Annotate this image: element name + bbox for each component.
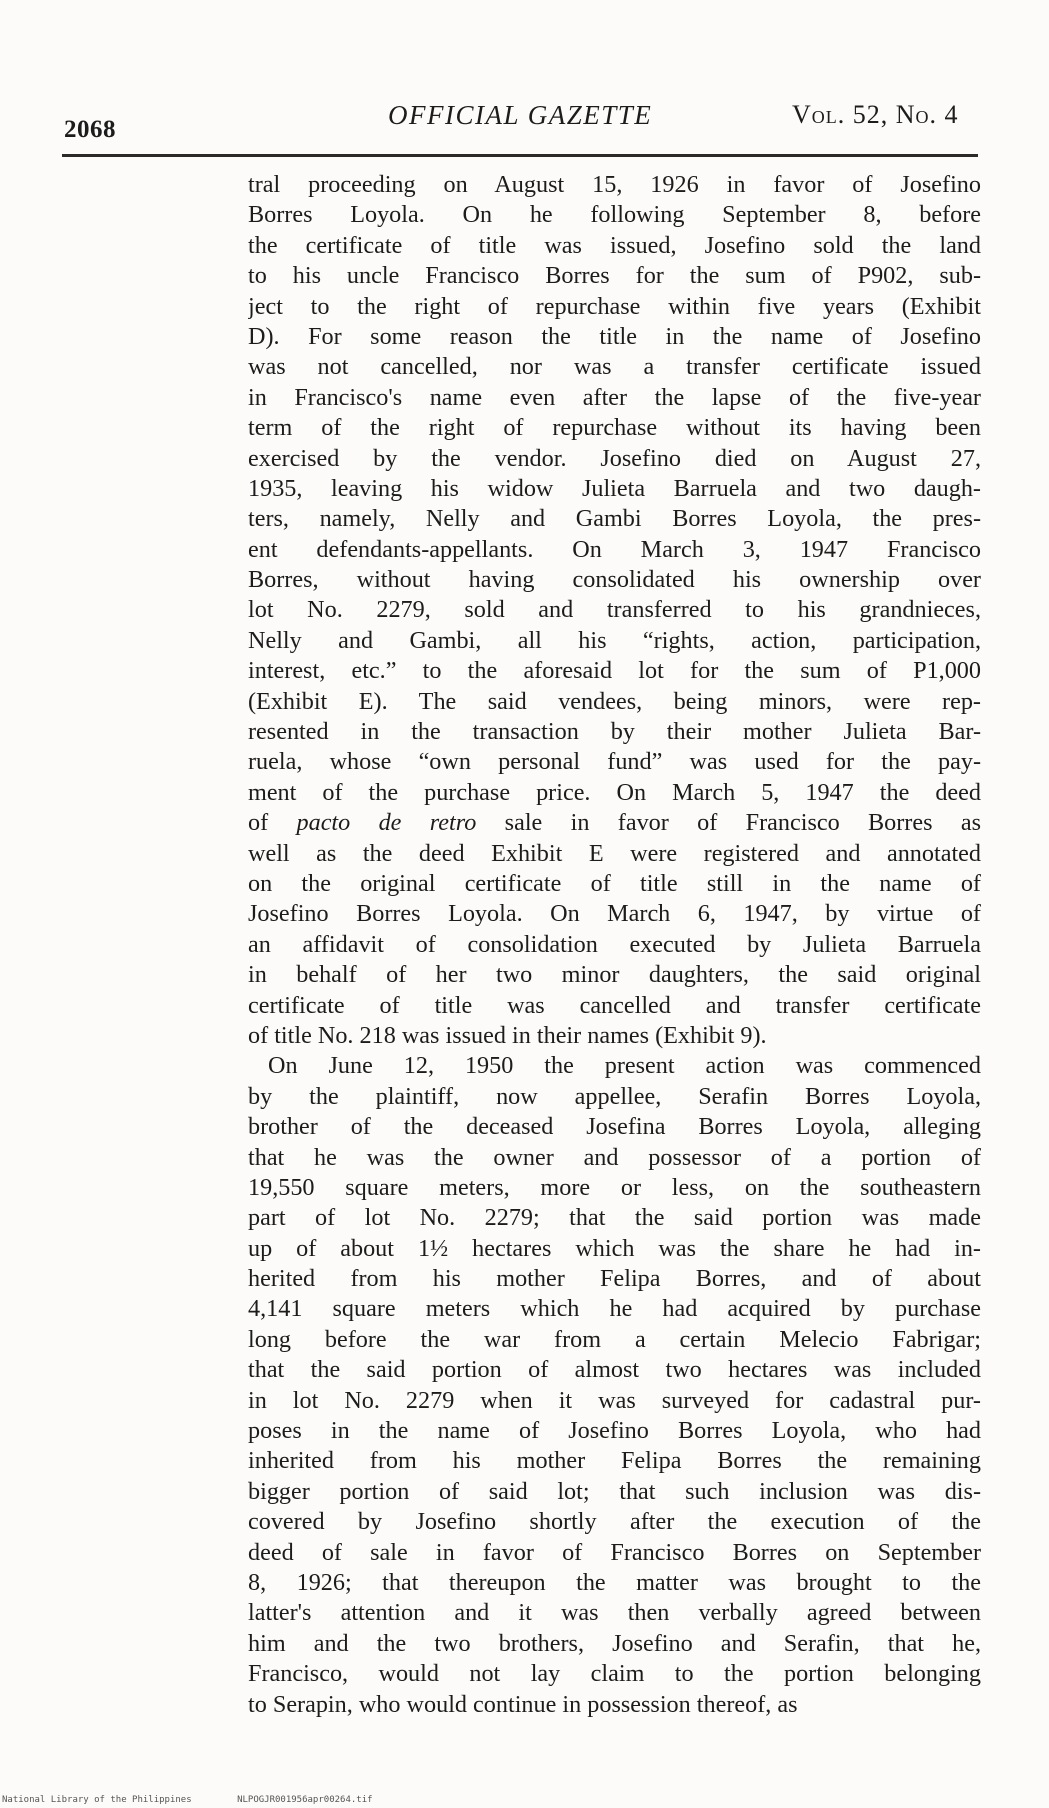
text-line: brother of the deceased Josefina Borres Loyola, alleging [248,1113,981,1141]
latin-term: pacto de retro [296,809,477,837]
text-line: Borres Loyola. On he following September 8, before [248,201,981,229]
text-line: interest, etc.” to the aforesaid lot for the sum of P1,000 [248,657,981,685]
text-line: (Exhibit E). The said vendees, being minors, were rep- [248,687,981,715]
text-line: the certificate of title was issued, Josefino sold the land [248,231,981,259]
text-line: by the plaintiff, now appellee, Serafin Borres Loyola, [248,1082,981,1110]
text-line: On June 12, 1950 the present action was commenced [268,1052,981,1080]
text-line: of title No. 218 was issued in their names (Exhibit 9). [248,1021,767,1049]
file-id: NLPOGJR001956apr00264.tif [237,1795,373,1805]
page-header [62,100,978,143]
library-credit: National Library of the Philippines [2,1795,192,1805]
text-line: deed of sale in favor of Francisco Borres on September [248,1538,981,1566]
text-line: ent defendants-appellants. On March 3, 1947 Francisco [248,535,981,563]
body-text [248,170,981,1720]
text-line: up of about 1½ hectares which was the share he had in- [248,1234,981,1262]
text-line: in Francisco's name even after the lapse of the five-year [248,383,981,411]
text-line: Borres, without having consolidated his ownership over [248,566,981,594]
volume-issue: Vol. 52, No. 4 [792,100,959,129]
text-line: in lot No. 2279 when it was surveyed for cadastral pur- [248,1386,981,1414]
text-line: bigger portion of said lot; that such inclusion was dis- [248,1477,981,1505]
text-line: herited from his mother Felipa Borres, and of about [248,1265,981,1293]
text-line: 4,141 square meters which he had acquired by purchase [248,1295,981,1323]
text-line: resented in the transaction by their mother Julieta Bar- [248,718,981,746]
text-line: to his uncle Francisco Borres for the sum of P902, sub- [248,262,981,290]
text-line: ters, namely, Nelly and Gambi Borres Loyola, the pres- [248,505,981,533]
text-line: inherited from his mother Felipa Borres the remaining [248,1447,981,1475]
text-line: D). For some reason the title in the name of Josefino [248,322,981,350]
text-line: Francisco, would not lay claim to the portion belonging [248,1660,981,1688]
text-line: long before the war from a certain Melecio Fabrigar; [248,1325,981,1353]
text-line: on the original certificate of title still in the name of [248,869,981,897]
text-line: exercised by the vendor. Josefino died on August 27, [248,444,981,472]
text-line: an affidavit of consolidation executed by Julieta Barruela [248,930,981,958]
text-line: certificate of title was cancelled and transfer certificate [248,991,981,1019]
text-line: covered by Josefino shortly after the execution of the [248,1508,981,1536]
text-line: that the said portion of almost two hectares was included [248,1356,981,1384]
text-line: of pacto de retro sale in favor of Francisco Borres as [248,809,981,837]
text-line: well as the deed Exhibit E were registered and annotated [248,839,981,867]
text-line: Josefino Borres Loyola. On March 6, 1947, by virtue of [248,900,981,928]
text-line: term of the right of repurchase without its having been [248,414,981,442]
page-number: 2068 [64,116,116,143]
journal-title: OFFICIAL GAZETTE [388,100,653,130]
text-line: in behalf of her two minor daughters, the said original [248,961,981,989]
text-line: 1935, leaving his widow Julieta Barruela and two daugh- [248,474,981,502]
scan-footer [2,1795,413,1805]
header-rule [62,154,978,157]
text-line: Nelly and Gambi, all his “rights, action, participation, [248,626,981,654]
text-line: part of lot No. 2279; that the said portion was made [248,1204,981,1232]
text-line: ject to the right of repurchase within five years (Exhibit [248,292,981,320]
text-line: latter's attention and it was then verbally agreed between [248,1599,981,1627]
text-line: 8, 1926; that thereupon the matter was brought to the [248,1568,981,1596]
text-line: was not cancelled, nor was a transfer certificate issued [248,353,981,381]
text-line: poses in the name of Josefino Borres Loyola, who had [248,1417,981,1445]
text-line: 19,550 square meters, more or less, on the southeastern [248,1173,981,1201]
text-line: to Serapin, who would continue in possession thereof, as [248,1690,798,1718]
text-line: that he was the owner and possessor of a portion of [248,1143,981,1171]
text-line: ment of the purchase price. On March 5, 1947 the deed [248,778,981,806]
text-line: him and the two brothers, Josefino and Serafin, that he, [248,1629,981,1657]
text-line: tral proceeding on August 15, 1926 in favor of Josefino [248,171,981,198]
text-line: ruela, whose “own personal fund” was used for the pay- [248,748,981,776]
text-line: lot No. 2279, sold and transferred to his grandnieces, [248,596,981,624]
